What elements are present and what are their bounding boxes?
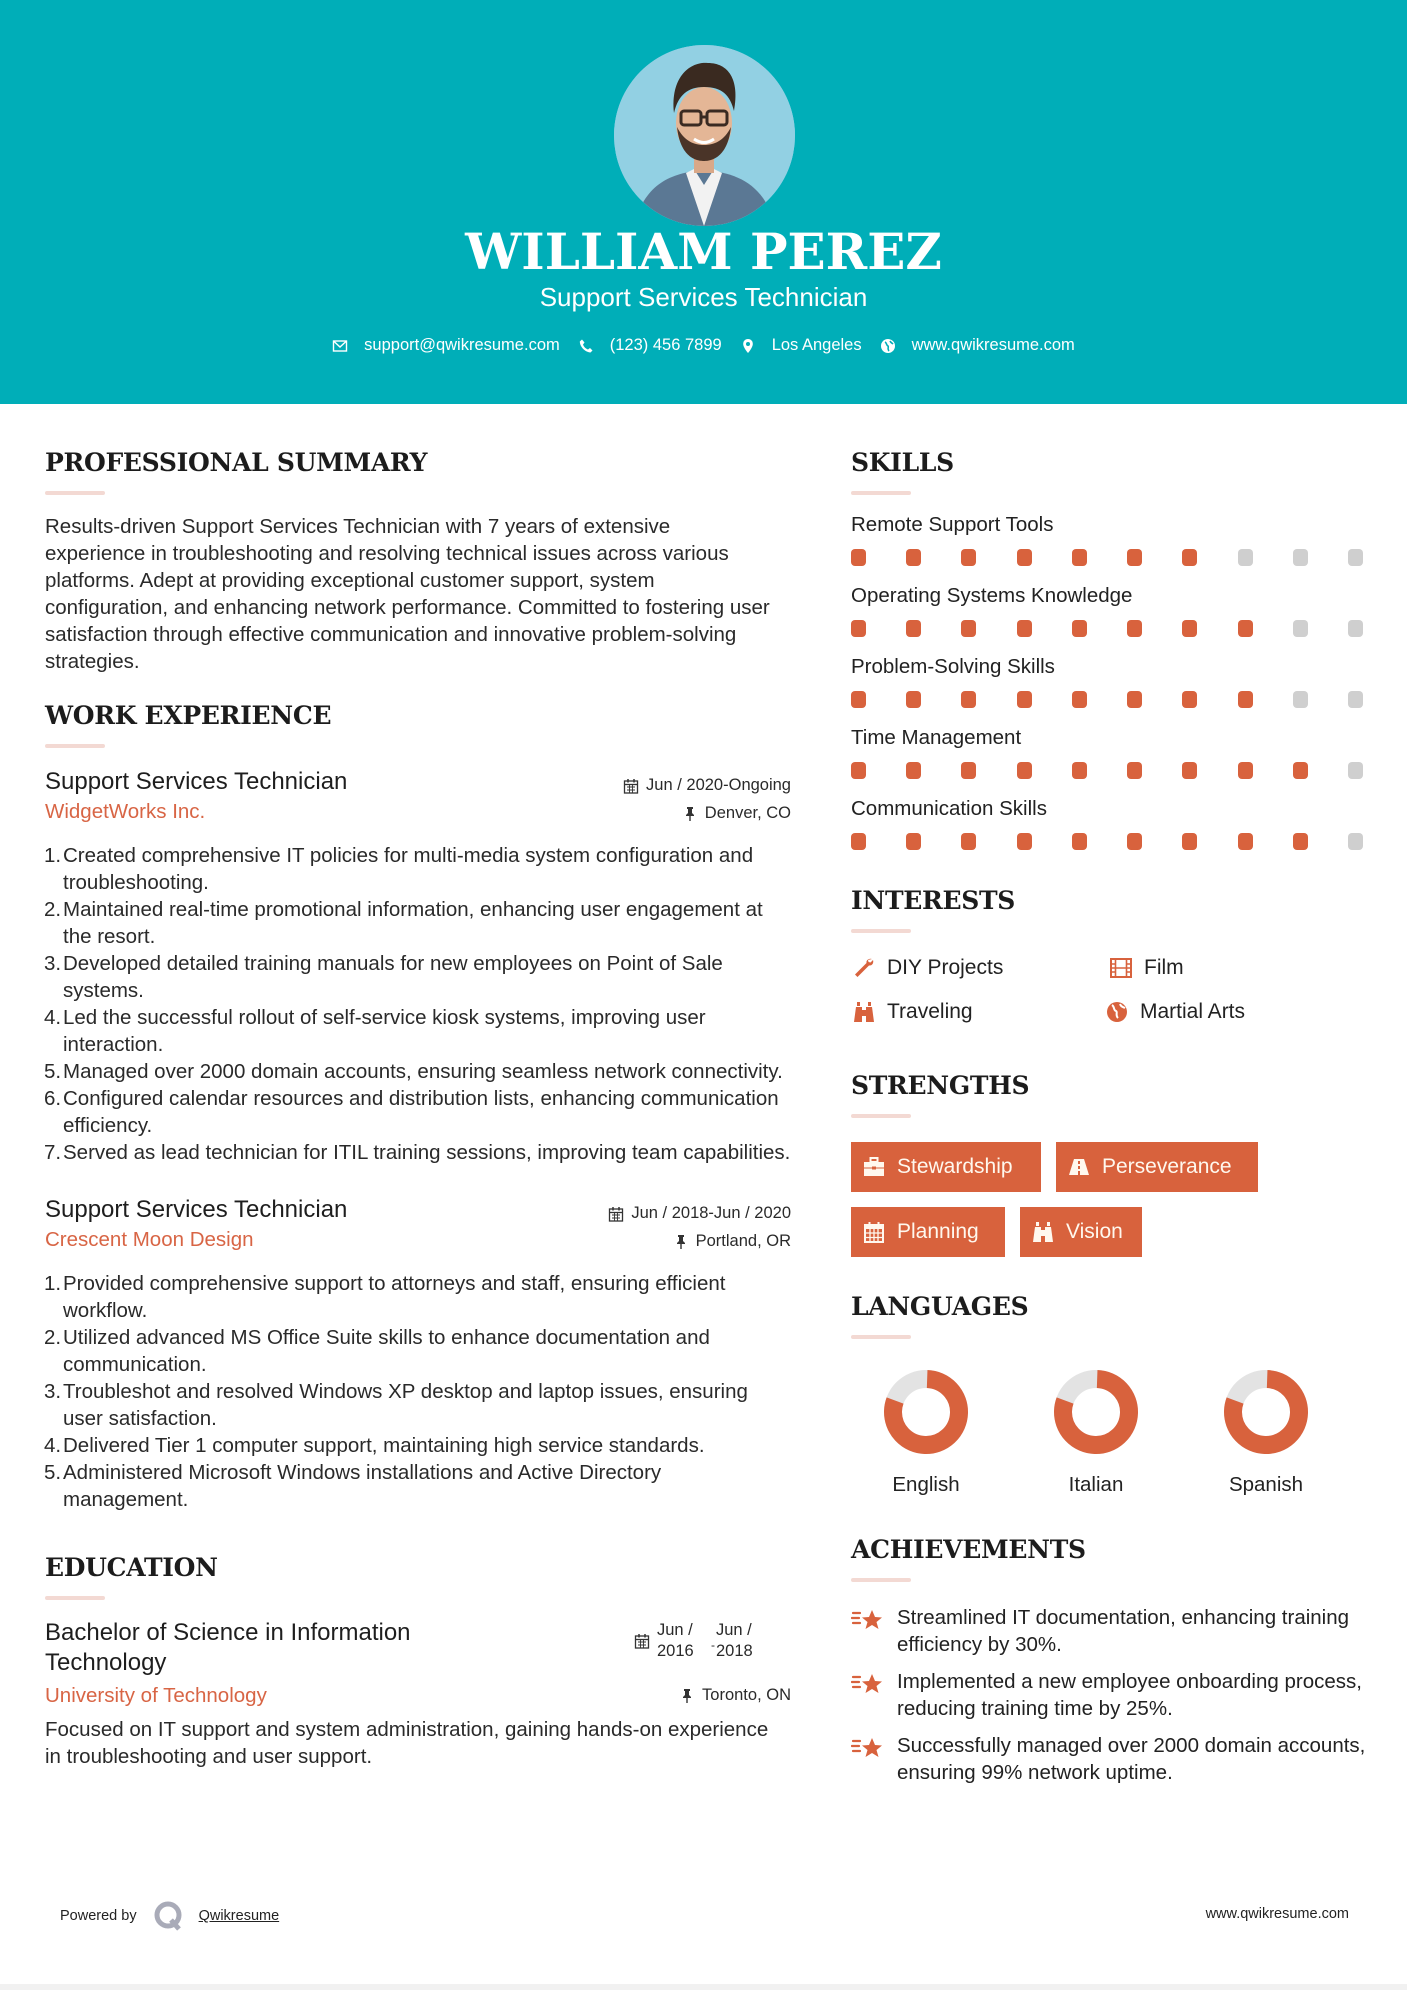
skill-rating: [851, 549, 1363, 566]
location-value: Denver, CO: [704, 804, 791, 822]
achievement-text: Implemented a new employee onboarding process, reducing training time by 25%.: [897, 1670, 1362, 1720]
road-icon: [1068, 1156, 1090, 1178]
achievement-item: [851, 1732, 1371, 1786]
language-name: English: [892, 1473, 960, 1496]
interest-item: [851, 955, 1108, 981]
rating-dot-filled: [906, 620, 921, 637]
powered-by: [60, 1900, 279, 1932]
left-column: [45, 404, 791, 1770]
achievement-item: [851, 1668, 1371, 1722]
contact-phone[interactable]: [578, 336, 722, 355]
rating-dot-filled: [906, 833, 921, 850]
duties-list: [45, 1270, 791, 1513]
skill-name: Operating Systems Knowledge: [851, 584, 1133, 607]
education-description: Focused on IT support and system administration, gaining hands-on experience in troubleshooting and user support.: [45, 1718, 769, 1768]
duty-item: 6. Configured calendar resources and distribution lists, enhancing communication efficiency.: [44, 1087, 779, 1137]
rating-dot-filled: [961, 762, 976, 779]
phone-icon: [578, 338, 594, 354]
job-location: [682, 804, 791, 823]
section-heading: LANGUAGES: [851, 1292, 1029, 1321]
achievements-section: [851, 1535, 1371, 1786]
rating-dot-filled: [851, 833, 866, 850]
rating-dot-empty: [1348, 691, 1363, 708]
qwikresume-logo-icon: [153, 1900, 185, 1932]
language-name: Spanish: [1228, 1473, 1304, 1496]
rating-dot-empty: [1293, 620, 1308, 637]
skill-name: Time Management: [851, 726, 1022, 749]
rating-dot-filled: [1238, 691, 1253, 708]
heading-underline: [851, 1578, 911, 1582]
resume-header: [0, 0, 1407, 404]
skill-name: Problem-Solving Skills: [851, 655, 1055, 678]
language-item: [1191, 1369, 1361, 1497]
strength-badge: [1056, 1142, 1258, 1192]
profile-photo: [614, 45, 795, 226]
rating-dot-filled: [906, 691, 921, 708]
heading-underline: [45, 1596, 105, 1600]
strength-badge: [1020, 1207, 1142, 1257]
skill-name: Remote Support Tools: [851, 513, 1054, 536]
degree-title: Bachelor of Science in Information Technology: [45, 1619, 411, 1676]
interest-item: [851, 999, 1108, 1025]
strength-label: Vision: [1066, 1220, 1123, 1243]
heading-underline: [851, 1335, 911, 1339]
achievement-text: Successfully managed over 2000 domain accounts, ensuring 99% network uptime.: [897, 1734, 1366, 1784]
rating-dot-filled: [1127, 691, 1142, 708]
interest-item: [1108, 955, 1358, 981]
envelope-icon: [332, 338, 348, 354]
heading-underline: [851, 491, 911, 495]
film-icon: [1108, 955, 1134, 981]
rating-dot-filled: [961, 620, 976, 637]
duty-item: 4. Led the successful rollout of self-service kiosk systems, improving user interaction.: [44, 1006, 706, 1056]
language-item: [851, 1369, 1021, 1497]
achievement-text: Streamlined IT documentation, enhancing training efficiency by 30%.: [897, 1606, 1350, 1656]
binoculars-icon: [1032, 1221, 1054, 1243]
skills-list: [851, 513, 1371, 850]
footer-website[interactable]: www.qwikresume.com: [1205, 1906, 1349, 1922]
shooting-star-icon: [851, 1734, 885, 1766]
interest-label: Film: [1144, 956, 1184, 979]
strength-label: Stewardship: [897, 1155, 1013, 1178]
rating-dot-empty: [1348, 549, 1363, 566]
rating-dot-filled: [1072, 762, 1087, 779]
rating-dot-filled: [1182, 691, 1197, 708]
rating-dot-filled: [1238, 833, 1253, 850]
summary-section: [45, 448, 791, 675]
job-title: Support Services Technician: [45, 1196, 348, 1223]
strength-label: Planning: [897, 1220, 979, 1243]
globe-icon: [1104, 999, 1130, 1025]
website-value: www.qwikresume.com: [911, 336, 1075, 354]
duty-item: 1. Created comprehensive IT policies for multi-media system configuration and troubleshooting.: [44, 844, 754, 894]
strength-badge: [851, 1142, 1041, 1192]
binoculars-icon: [851, 999, 877, 1025]
proficiency-donut: [883, 1369, 969, 1455]
duty-item: 2. Maintained real-time promotional information, enhancing user engagement at the resort.: [44, 898, 763, 948]
briefcase-icon: [863, 1156, 885, 1178]
section-heading: PROFESSIONAL SUMMARY: [45, 448, 428, 477]
contact-info: [0, 336, 1407, 355]
summary-text: Results-driven Support Services Technician with 7 years of extensive experience in troubleshooting and resolving technical issues across various platforms. Adept at providing exceptional customer support, system configuration, and enhancing network performance. Committed to fostering user satisfaction through effective communication and innovative problem-solving strategies.: [45, 515, 770, 673]
job-entry: [45, 1196, 791, 1513]
job-dates: [623, 776, 791, 795]
skill-item: [851, 726, 1371, 779]
skill-item: [851, 584, 1371, 637]
section-heading: SKILLS: [851, 448, 954, 477]
language-item: [1021, 1369, 1191, 1497]
languages-list: [851, 1369, 1371, 1497]
rating-dot-filled: [1072, 620, 1087, 637]
job-title: Support Services Technician: [45, 768, 348, 795]
end-date: Jun / 2018: [716, 1621, 753, 1660]
rating-dot-filled: [1017, 833, 1032, 850]
rating-dot-filled: [1293, 833, 1308, 850]
rating-dot-filled: [1017, 691, 1032, 708]
rating-dot-empty: [1348, 762, 1363, 779]
rating-dot-filled: [851, 762, 866, 779]
job-dates: [608, 1204, 791, 1223]
duty-item: 5. Administered Microsoft Windows installations and Active Directory management.: [44, 1461, 662, 1511]
rating-dot-filled: [1127, 762, 1142, 779]
qwikresume-link[interactable]: Qwikresume: [198, 1908, 280, 1924]
rating-dot-filled: [1072, 833, 1087, 850]
proficiency-donut: [1053, 1369, 1139, 1455]
interest-label: DIY Projects: [887, 956, 1004, 979]
rating-dot-filled: [1017, 620, 1032, 637]
calendar-icon: [608, 1206, 624, 1222]
rating-dot-filled: [851, 620, 866, 637]
section-heading: ACHIEVEMENTS: [851, 1535, 1086, 1564]
skill-item: [851, 797, 1371, 850]
section-heading: EDUCATION: [45, 1553, 218, 1582]
rating-dot-filled: [1238, 620, 1253, 637]
education-section: [45, 1553, 791, 1770]
calendar-icon: [634, 1633, 650, 1649]
experience-section: [45, 701, 791, 1513]
rating-dot-filled: [1127, 549, 1142, 566]
rating-dot-filled: [1072, 691, 1087, 708]
strengths-list: [851, 1142, 1371, 1272]
school-name: University of Technology: [45, 1684, 267, 1707]
pushpin-icon: [682, 806, 698, 822]
duty-item: 1. Provided comprehensive support to attorneys and staff, ensuring efficient workflow.: [44, 1272, 726, 1322]
heading-underline: [45, 491, 105, 495]
company-name: Crescent Moon Design: [45, 1228, 254, 1251]
rating-dot-filled: [1293, 762, 1308, 779]
rating-dot-filled: [1127, 833, 1142, 850]
powered-by-label: Powered by: [60, 1908, 137, 1924]
rating-dot-filled: [1017, 762, 1032, 779]
strength-label: Perseverance: [1102, 1155, 1232, 1178]
rating-dot-empty: [1348, 833, 1363, 850]
job-entry: [45, 768, 791, 1166]
date-separator: -: [711, 1637, 715, 1652]
skill-name: Communication Skills: [851, 797, 1047, 820]
education-dates: [634, 1620, 756, 1662]
rating-dot-empty: [1238, 549, 1253, 566]
interest-item: [1104, 999, 1358, 1025]
rating-dot-filled: [1127, 620, 1142, 637]
right-column: [851, 404, 1371, 1796]
contact-location: [740, 336, 862, 355]
contact-website[interactable]: [880, 336, 1075, 355]
interest-label: Martial Arts: [1140, 1000, 1246, 1023]
rating-dot-filled: [1182, 549, 1197, 566]
rating-dot-filled: [906, 549, 921, 566]
heading-underline: [45, 744, 105, 748]
skill-rating: [851, 833, 1363, 850]
rating-dot-empty: [1293, 549, 1308, 566]
email-value: support@qwikresume.com: [364, 336, 560, 354]
calendar-icon: [623, 778, 639, 794]
skill-item: [851, 655, 1371, 708]
rating-dot-filled: [906, 762, 921, 779]
rating-dot-filled: [1182, 762, 1197, 779]
strength-badge: [851, 1207, 1005, 1257]
phone-value: (123) 456 7899: [609, 336, 722, 354]
calendar-icon: [863, 1221, 885, 1243]
duty-item: 3. Troubleshot and resolved Windows XP desktop and laptop issues, ensuring user satisfaction.: [44, 1380, 748, 1430]
section-heading: STRENGTHS: [851, 1071, 1030, 1100]
job-location: [673, 1232, 791, 1251]
location-value: Portland, OR: [695, 1232, 791, 1250]
language-name: Italian: [1068, 1473, 1124, 1496]
duty-item: 5. Managed over 2000 domain accounts, ensuring seamless network connectivity.: [44, 1060, 783, 1083]
skills-section: [851, 448, 1371, 850]
rating-dot-filled: [961, 691, 976, 708]
duty-item: 4. Delivered Tier 1 computer support, maintaining high service standards.: [44, 1434, 705, 1457]
skill-rating: [851, 691, 1363, 708]
rating-dot-filled: [961, 549, 976, 566]
dates-value: Jun / 2020-Ongoing: [646, 776, 791, 794]
interests-section: [851, 886, 1371, 1025]
heading-underline: [851, 1114, 911, 1118]
heading-underline: [851, 929, 911, 933]
rating-dot-filled: [1017, 549, 1032, 566]
languages-section: [851, 1292, 1371, 1497]
map-marker-icon: [740, 338, 756, 354]
shooting-star-icon: [851, 1670, 885, 1702]
rating-dot-empty: [1293, 691, 1308, 708]
strengths-section: [851, 1071, 1371, 1272]
wrench-icon: [851, 955, 877, 981]
rating-dot-filled: [1182, 833, 1197, 850]
rating-dot-empty: [1348, 620, 1363, 637]
rating-dot-filled: [961, 833, 976, 850]
rating-dot-filled: [1072, 549, 1087, 566]
shooting-star-icon: [851, 1606, 885, 1638]
interests-list: [851, 955, 1371, 1025]
person-avatar-icon: [614, 45, 795, 226]
skill-rating: [851, 762, 1363, 779]
duty-item: 3. Developed detailed training manuals for new employees on Point of Sale systems.: [44, 952, 723, 1002]
page-bottom-edge: [0, 1984, 1407, 1990]
duty-item: 7. Served as lead technician for ITIL training sessions, improving team capabilities.: [44, 1141, 791, 1164]
candidate-title: Support Services Technician: [539, 282, 868, 312]
section-heading: INTERESTS: [851, 886, 1016, 915]
rating-dot-filled: [851, 549, 866, 566]
start-date: Jun / 2016: [657, 1621, 694, 1660]
company-name: WidgetWorks Inc.: [45, 800, 206, 823]
duties-list: [45, 842, 791, 1166]
dates-value: Jun / 2018-Jun / 2020: [631, 1204, 791, 1222]
pushpin-icon: [679, 1688, 695, 1704]
rating-dot-filled: [1182, 620, 1197, 637]
achievement-item: [851, 1604, 1371, 1658]
skill-item: [851, 513, 1371, 566]
education-location: [679, 1686, 791, 1705]
pushpin-icon: [673, 1234, 689, 1250]
location-value: Los Angeles: [771, 336, 862, 354]
proficiency-donut: [1223, 1369, 1309, 1455]
contact-email[interactable]: [332, 336, 560, 355]
interest-label: Traveling: [887, 1000, 973, 1023]
skill-rating: [851, 620, 1363, 637]
globe-icon: [880, 338, 896, 354]
location-value: Toronto, ON: [702, 1686, 791, 1704]
candidate-name: WILLIAM PEREZ: [465, 222, 942, 281]
rating-dot-filled: [1238, 762, 1253, 779]
section-heading: WORK EXPERIENCE: [45, 701, 332, 730]
achievements-list: [851, 1604, 1371, 1786]
duty-item: 2. Utilized advanced MS Office Suite skills to enhance documentation and communication.: [44, 1326, 710, 1376]
rating-dot-filled: [851, 691, 866, 708]
